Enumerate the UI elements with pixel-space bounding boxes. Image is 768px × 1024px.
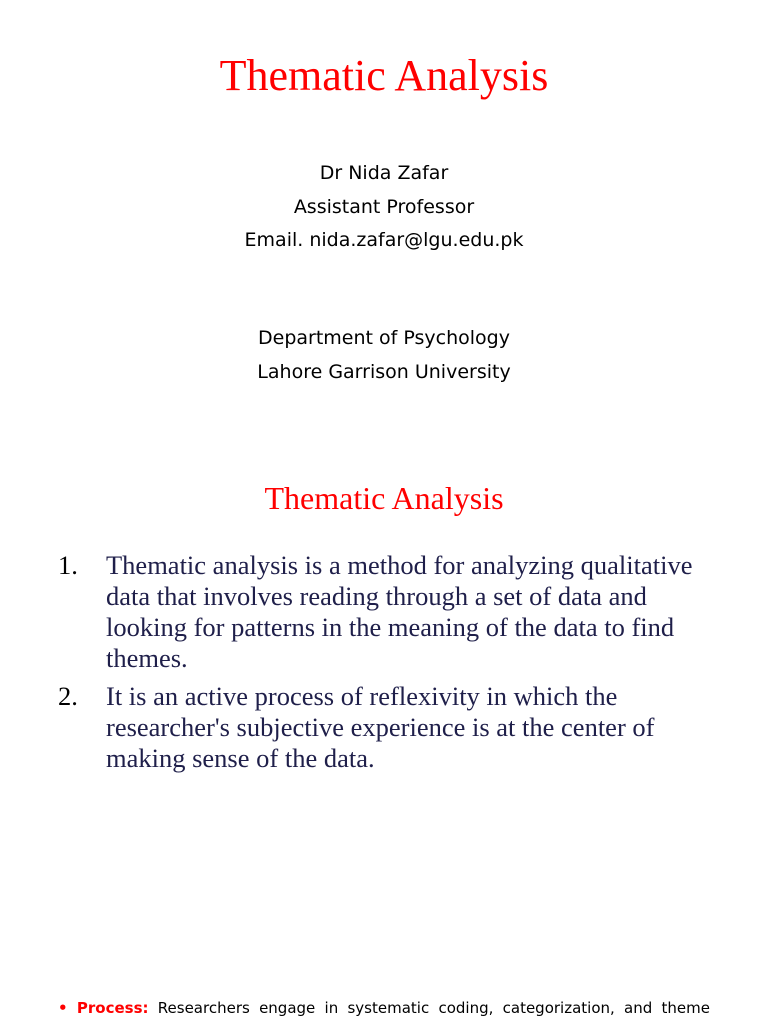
list-item — [56, 550, 716, 674]
department-name: Department of Psychology — [258, 327, 510, 349]
process-text: Researchers engage in systematic coding, categorization, and theme — [157, 999, 710, 1017]
department-info — [0, 322, 768, 389]
author-info — [0, 157, 768, 258]
list-item-number: 2. — [58, 681, 78, 711]
list-item-text: Thematic analysis is a method for analyzing qualitative data that involves reading through a set of data and looking for patterns in the meaning of the data to find themes. — [106, 550, 693, 673]
section-title: Thematic Analysis — [264, 480, 504, 516]
author-email: Email. nida.zafar@lgu.edu.pk — [244, 229, 524, 251]
list-item — [56, 681, 716, 774]
author-name: Dr Nida Zafar — [319, 162, 449, 184]
list-item-text: It is an active process of reflexivity in which the researcher's subjective experience is at the center of making sense of the data. — [106, 681, 655, 773]
list-item-number: 1. — [58, 550, 78, 580]
university-name: Lahore Garrison University — [257, 360, 511, 383]
author-position: Assistant Professor — [293, 195, 475, 218]
process-term: Process: — [76, 999, 149, 1017]
bullet-icon: • — [58, 999, 68, 1017]
process-bullet — [58, 997, 710, 1019]
definition-list — [56, 550, 716, 781]
slide-title: Thematic Analysis — [219, 51, 549, 100]
